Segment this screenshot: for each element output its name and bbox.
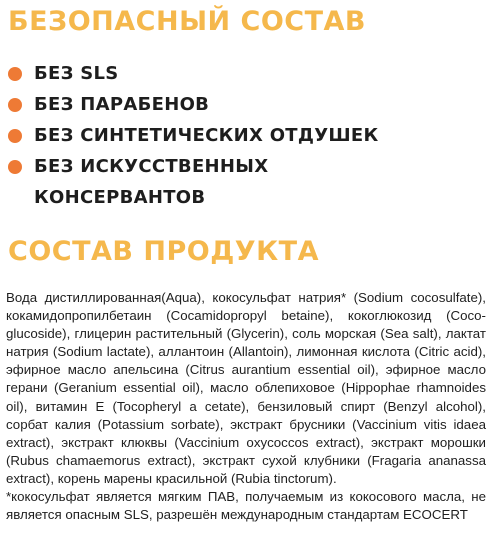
benefit-label: БЕЗ СИНТЕТИЧЕСКИХ ОТДУШЕК <box>34 125 379 146</box>
product-composition-title: СОСТАВ ПРОДУКТА <box>8 236 319 267</box>
bullet-dot-icon <box>8 67 22 81</box>
bullet-dot-icon <box>8 160 22 174</box>
ingredients-block <box>6 289 486 524</box>
bullet-dot-icon <box>8 98 22 112</box>
benefit-no-artificial-preservatives <box>0 151 491 213</box>
footnote-text: *кокосульфат является мягким ПАВ, получаемым из кокосового масла, не является опасным SLS, разрешён международным стандартам ECOCERT <box>6 489 486 523</box>
ingredients-text: Вода дистиллированная(Aqua), кокосульфат натрия* (Sodium cocosulfate), кокамидопропилбетаин (Cocamidopropyl betaine), кокоглюкозид (Coco-glucoside), глицерин растительный (Glycerin), соль морская (Sea salt), лактат натрия (Sodium lactate), аллантоин (Allantoin), лимонная кислота (Citric acid), эфирное масло апельсина (Citrus aurantium essential oil), эфирное масло герани (Geranium essential oil), масло облепиховое (Hippophae rhamnoides oil), витамин E (Tocopheryl a cetate), бензиловый спирт (Benzyl alcohol), сорбат калия (Potassium sorbate), экстракт брусники (Vaccinium vitis idaea extract), экстракт клюквы (Vaccinium oxycoccos extract), экстракт морошки (Rubus chamaemorus extract), экстракт сухой клубники (Fragaria ananassa extract), корень марены красильной (Rubia tinctorum). <box>6 290 486 486</box>
benefits-list <box>0 58 491 213</box>
benefit-label: БЕЗ SLS <box>34 63 119 84</box>
benefit-label: БЕЗ ИСКУССТВЕННЫХ <box>34 156 269 177</box>
benefit-label-continued: КОНСЕРВАНТОВ <box>34 187 206 208</box>
benefit-label: БЕЗ ПАРАБЕНОВ <box>34 94 210 115</box>
benefit-no-parabens <box>0 89 491 120</box>
benefit-no-sls <box>0 58 491 89</box>
bullet-dot-icon <box>8 129 22 143</box>
safe-composition-title: БЕЗОПАСНЫЙ СОСТАВ <box>8 6 367 37</box>
benefit-no-synthetic-fragrance <box>0 120 491 151</box>
